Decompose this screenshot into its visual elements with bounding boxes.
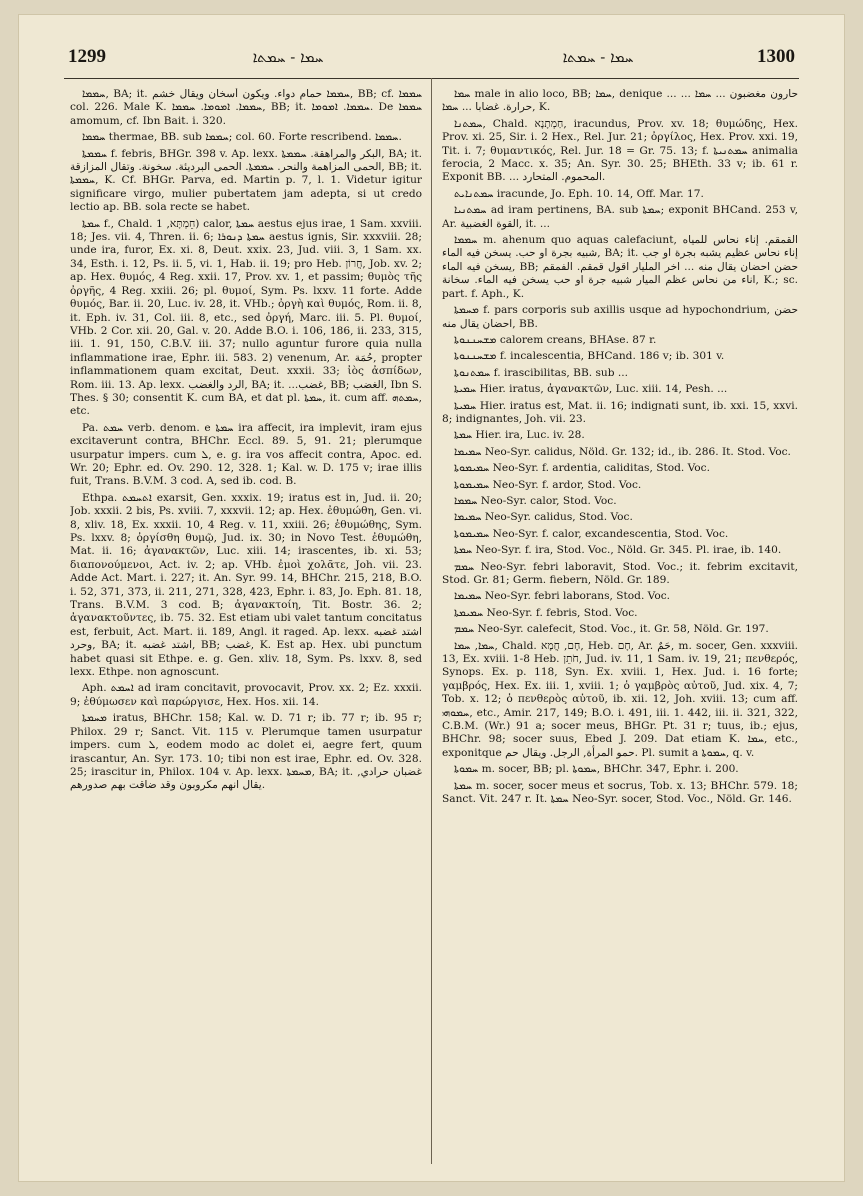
dictionary-entry: ܡܫܚܢܢܘܬܐ f. incalescentia, BHCand. 186 v; ib. 301 v. — [454, 350, 725, 363]
dictionary-entry: ܚܡܝܬܐ Hier. iratus est, Mat. ii. 16; indignati sunt, ib. xxi. 15, xxvi. 8; indignantes, Joh. vii. 23. — [442, 399, 798, 425]
left-column — [70, 88, 422, 1164]
dictionary-entry: ܚܡܬܢܐ, Chald. חַמְתָנָא, iracundus, Prov. xv. 18; θυμώδης, Hex. Prov. xi. 25, Sir. i. 2 Hex., Rel. Jur. 21; ὀργίλος, Hex. Prov. xxi. 19, Tit. i. 7; θυμαντικός, Rel. Jur. 18 = Gr. 75. 13; f. ܚܡܬܢܝܬܐ animalia ferocia, 2 Macc. x. 35; An. Syr. 30. 25; BHEth. 33 v; ib. 61 r. Exponit BB. ... المحموم. المتحارد. — [442, 117, 798, 184]
dictionary-entry: ܚܡܝܡܘܬܐ Neo-Syr. f. ardentia, caliditas, Stod. Voc. — [454, 462, 710, 475]
dictionary-entry: ܡܫܚܢܢܘܬܐ calorem creans, BHAse. 87 r. — [454, 333, 657, 346]
right-column — [442, 88, 798, 1164]
dictionary-entry: Pa. ܚܡܬ verb. denom. e ܚܡܬܐ ira affecit, ira implevit, iram ejus excitaverunt contra, BHChr. Eccl. 89. 5, 91. 21; plerumque usurpatur impers. cum ܠ, e. g. ira vos affecit contra, Apoc. ed. Wr. 20; Ephr. ed. Ov. 290. 12, 328. 1; Kal. w. D. 175 v; irae illis fuit, Trans. B.V.M. 3 cod. A, sed ib. cod. B. — [70, 421, 422, 488]
dictionary-entry: Aph. ܐܚܡܬ ad iram concitavit, provocavit, Prov. xx. 2; Ez. xxxii. 9; ἐθύμωσεν καὶ παρώργισε, Hex. Hos. xii. 14. — [70, 682, 422, 708]
column-divider — [431, 78, 432, 1164]
dictionary-entry: ܡܚܡܬܐ iratus, BHChr. 158; Kal. w. D. 71 r; ib. 77 r; ib. 95 r; Philox. 29 r; Sanct. Vit. 115 v. Plerumque tamen usurpatur impers. cum ܠ, eodem modo ac dolet ei, aegre fert, quum irascantur, An. Syr. 173. 10; tibi non est irae, Ephr. ed. Ov. 328. 25; irascitur in, Philox. 104 v. Ap. lexx. ܡܚܡܬܐ, BA; it. غضبان حرادي, يقال انهم مكروبون وقد ضاقت بهم صدورهم. — [70, 712, 422, 792]
dictionary-entry: ܚܡܝܡܘܬܐ Neo-Syr. f. ardor, Stod. Voc. — [454, 478, 642, 491]
dictionary-entry: ܚܡܬܢܘܬܐ f. irascibilitas, BB. sub ... — [454, 366, 628, 379]
dictionary-entry: ܚܡܡ Neo-Syr. calefecit, Stod. Voc., it. Gr. 58, Nöld. Gr. 197. — [454, 623, 769, 636]
dictionary-entry: ܚܡܝܡܬܐ Neo-Syr. f. febris, Stod. Voc. — [454, 606, 638, 619]
dictionary-entry: ܚܡܝܡܐ Neo-Syr. febri laborans, Stod. Voc. — [454, 590, 671, 603]
left-page-number: 1299 — [68, 46, 106, 67]
right-page-number: 1300 — [757, 46, 795, 67]
dictionary-entry: ܚܡܬܐ Hier. ira, Luc. iv. 28. — [454, 429, 585, 442]
dictionary-entry: ܚܡܡܐ Neo-Syr. calor, Stod. Voc. — [454, 494, 617, 507]
dictionary-entry: ܚܡܡܐ m. ahenum quo aquas calefaciunt, القمقم. إناء نحاس للمياه شبيه بجرة او حب. يسخن فيه الماء, BA; it. إناء نحاس عظيم يشبه بجرة او جب يسخن فيه الماء, BB; حضن احضان يقال منه ... اخر المليار اقول قمقم. الفمقم اناء من نحاس عظم الميار شبيه جرة او حب يسخن فيه الماء. سخانة, K.; sc. part. f. Aph., K. — [442, 234, 798, 300]
dictionary-entry: ܚܡܝܬܐ Hier. iratus, ἀγανακτῶν, Luc. xiii. 14, Pesh. ... — [454, 383, 728, 396]
dictionary-entry: ܚܡܝܡܐ Neo-Syr. calidus, Stod. Voc. — [454, 511, 633, 524]
dictionary-entry: ܚܡܬܢܐܝܬ iracunde, Jo. Eph. 10. 14, Off. Mar. 17. — [454, 187, 704, 200]
dictionary-entry: ܚܡܝܡܐ Neo-Syr. calidus, Nöld. Gr. 132; id., ib. 286. It. Stod. Voc. — [454, 445, 791, 458]
dictionary-entry: ܚܡܡܐ thermae, BB. sub ܚܡܡܐ; col. 60. Forte rescribend. ܚܡܡܐ. — [82, 131, 402, 144]
dictionary-entry: ܚܡܐ male in alio loco, BB; ܚܡܐ, denique ... حارون مغضبون ... ܚܡܐ ... حرارة. غضابا ... ܚܡܐ, K. — [442, 88, 798, 114]
dictionary-page — [18, 14, 845, 1182]
dictionary-entry: ܚܡܡ Neo-Syr. febri laboravit, Stod. Voc.; it. febrim excitavit, Stod. Gr. 81; Germ. fiebern, Nöld. Gr. 189. — [442, 560, 798, 586]
dictionary-entry: ܚܡܬܐ f., Chald. חֵמְתָּא, 1) calor, ܚܡܬܐ aestus ejus irae, 1 Sam. xxviii. 18; Jes. vii. 4, Thren. ii. 6; ܚܡܬܐ ܕܢܘܪܐ aestus ignis, Sir. xxxviii. 28; unde ira, furor, Ex. xi. 8, Deut. xxix. 23, Jud. viii. 3, 1 Sam. xx. 34, Esth. i. 12, Ps. ii. 5, vi. 1, Hab. ii. 19; pro Heb. חֲרוֹן, Job. xv. 2; ap. Hex. θυμός, 4 Reg. xxii. 17, Prov. xv. 1, et passim; θυμὸς τῆς ὀργῆς, 4 Reg. xxiii. 26; pl. θυμοί, Sym. Ps. lxxv. 11 forte. Adde θυμός, Bar. ii. 20, Luc. iv. 28, it. VHb.; ὀργὴ καὶ θυμός, Rom. ii. 8, it. Eph. iv. 31, Col. iii. 8, etc., sed ὀργή, Marc. iii. 5. Pl. θυμοί, VHb. 2 Cor. xii. 20, Gal. v. 20. Adde B.O. i. 106, 186, ii. 233, 315, iii. 1. 91, 150, C.B.V. iii. 37; nullo aguntur furore quia nulla inflammatione irae, Ephr. iii. 583. 2) venenum, Ar. حُمَة, propter inflammationem quam excitat, Deut. xxxii. 33; ἰὸς ἀσπίδων, Rom. iii. 13. Ap. lexx. الرد والغضب, BA; it. ...غضب, BB; الغضب, Ibn S. Thes. § 30; consentit K. cum BA, et dat pl. ܚܡܬܐ, it. cum aff. ܚܡܬܗ, etc. — [70, 217, 422, 418]
dictionary-entry: ܚܡܝܡܘܬܐ Neo-Syr. f. calor, excandescentia, Stod. Voc. — [454, 527, 729, 540]
dictionary-entry: ܚܡܐ, ܚܡܐ, Chald. חָם, חֲמָא, Heb. חָם, Ar. حَمٌ, m. socer, Gen. xxxviii. 13, Ex. xviii. 1-8 Heb. חֹתֵן, Jud. iv. 11, 1 Sam. iv. 19, 21; πενθερός, Synops. Ex. p. 118, Syn. Ex. xviii. 1, Hex. Jud. i. 16 forte; γαμβρός, Hex. Ex. iii. 1, xviii. 1; ὁ γαμβρὸς αὐτοῦ, Jud. xix. 4, 7; Tob. x. 12; ὁ πενθερὸς αὐτοῦ, ib. xii. 12, Joh. xviii. 13; cum aff. ܚܡܘܗܝ, etc., Amir. 217, 149; B.O. i. 491, iii. 1. 442, iii. ii. 321, 322, C.B.M. (Wr.) 91 a; socer meus, BHGr. Pt. 31 r; tuus, ib.; ejus, BHChr. 98; socer suus, Ebed J. 209. Dat etiam K. ܚܡܐ, etc., exponitque حمو المرأة, الرجل. ويقال حم. Pl. sumit a ܚܡܘܬܐ, q. v. — [442, 639, 798, 759]
dictionary-entry: ܚܡܡܐ, BA; it. ܚܡܡܐ حمام دواء. ويكون أسخان ويقال خشم, BB; cf. ܚܡܡܐ col. 226. Male K. ܚܡܡܐ. ܐܡܘܡܐ. ܚܡܡܐ, BB; it. ܚܡܡܐ. ܐܡܘܡܐ. De ܚܡܡܐ amomum, cf. Ibn Bait. i. 320. — [70, 88, 422, 127]
dictionary-entry: ܚܡܬܢܝܐ ad iram pertinens, BA. sub ܚܡܬܐ; exponit BHCand. 253 v, Ar. القوة الغضبية, it. ... — [442, 204, 798, 230]
dictionary-entry: ܚܡܘܬܐ m. socer, BB; pl. ܚܡܘܬܐ, BHChr. 347, Ephr. i. 200. — [454, 763, 739, 776]
page-header — [18, 14, 845, 74]
right-running-title: ܚܡܐ - ܚܡܬܐ — [562, 48, 634, 66]
dictionary-entry: ܚܡܬܐ Neo-Syr. f. ira, Stod. Voc., Nöld. Gr. 345. Pl. irae, ib. 140. — [454, 544, 782, 557]
dictionary-entry: ܚܡܬܐ m. socer, socer meus et socrus, Tob. x. 13; BHChr. 579. 18; Sanct. Vit. 247 r. It. ܚܡܬܐ Neo-Syr. socer, Stod. Voc., Nöld. Gr. 146. — [442, 779, 798, 806]
dictionary-entry: ܡܚܡܬܐ f. pars corporis sub axillis usque ad hypochondrium, حضن احضان يقال منه, BB. — [442, 304, 798, 330]
dictionary-entry: ܚܡܡܬܐ f. febris, BHGr. 398 v. Ap. lexx. البكر والمراهقة. ܚܡܡܬܐ, BA; it. الحمى المزاهمة والنحر. ܚܡܡܬܐ. الحمى البرديئة. سخونة. وتقال المزازقة, BB; it. ܚܡܡܬܐ, K. Cf. BHGr. Parva, ed. Martin p. 7, l. 1. Videtur igitur significare virgo, mulier pubertatem jam adepta, si ut credo lectio ap. BB. sola recte se habet. — [70, 147, 422, 214]
dictionary-entry: Ethpa. ܐܬܚܡܬ exarsit, Gen. xxxix. 19; iratus est in, Jud. ii. 20; Job. xxxii. 2 bis, Ps. xviii. 7, xxxvii. 12; ap. Hex. ἐθυμώθη, Gen. vi. 8, xliv. 18, Ex. xxxii. 10, 4 Reg. v. 11, xxiii. 26; ἐθυμώθης, Sym. Ps. lxxv. 8; ὀργίσθη θυμῷ, Jud. ix. 30; in Novo Test. ἐθυμώθη, Mat. ii. 16; ἀγανακτῶν, Luc. xiii. 14; irascentes, ib. xi. 53; διαπονούμενοι, Act. iv. 2; ap. VHb. ἐμοὶ χολᾶτε, Joh. vii. 23. Adde Act. Mart. i. 227; it. An. Syr. 99. 14, BHChr. 215, 218, B.O. i. 52, 371, 373, ii. 211, 271, 328, 423, Ephr. i. 83, Jo. Eph. 81. 18, Trans. B.V.M. 3 cod. B; ἀγανακτοίη, Tit. Bostr. 36. 2; ἀγανακτοῦντες, ib. 75. 32. Est etiam ubi valet tantum concitatus est, ferbuit, Act. Mart. ii. 189, Angl. it raged. Ap. lexx. اشتد غضبه وحرد, BA; it. اشتد غضبه, BB; غضب, K. Est ap. Hex. ubi punctum habet quasi sit Ethpe. e. g. Gen. xliv. 18, Sym. Ps. lxxv. 8, sed lexx. Ethpe. non agnoscunt. — [70, 491, 422, 679]
left-running-title: ܚܡܐ - ܚܡܬܐ — [252, 48, 324, 66]
